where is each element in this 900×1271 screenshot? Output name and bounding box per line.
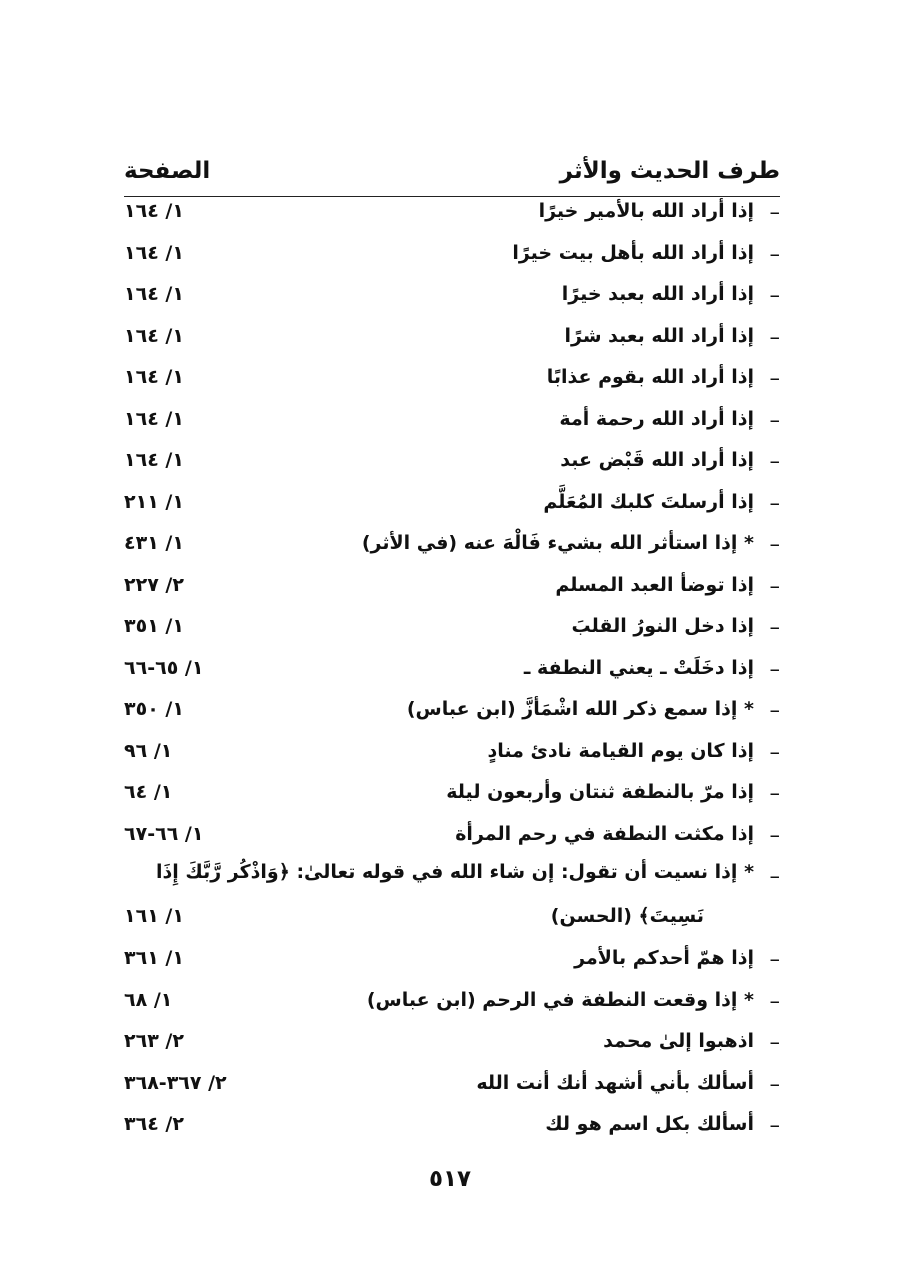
entry-page-ref: ١/ ٣٥١ xyxy=(124,615,184,637)
entry-page-ref: ٢/ ٣٦٧-٣٦٨ xyxy=(124,1071,227,1094)
index-entry xyxy=(124,774,780,816)
entry-text: إذا دخَلَتْ ـ يعني النطفة ـ xyxy=(523,656,754,679)
column-title-hadith: طرف الحديث والأثر xyxy=(559,158,780,184)
index-header xyxy=(124,150,780,197)
index-entry xyxy=(124,1023,780,1065)
entry-page-ref: ١/ ١٦٤ xyxy=(124,200,184,222)
entry-page-ref: ١/ ٦٥-٦٦ xyxy=(124,656,204,679)
index-entry xyxy=(124,608,780,650)
index-entry xyxy=(124,442,780,484)
entry-dash: – xyxy=(769,366,780,390)
entry-text: * إذا نسيت أن تقول: إن شاء الله في قوله تعالىٰ: ﴿وَاذْكُر رَّبَّكَ إِذَا xyxy=(156,861,754,883)
entry-text: إذا أراد الله بعبد شرًا xyxy=(564,324,754,347)
index-entry xyxy=(124,318,780,360)
index-entry xyxy=(124,1106,780,1148)
index-entry xyxy=(124,733,780,775)
entry-page-ref: ٢/ ٢٢٧ xyxy=(124,573,184,596)
entry-dash: – xyxy=(769,241,780,266)
entry-page-ref: ١/ ١٦٤ xyxy=(124,324,184,347)
entry-text: * إذا استأثر الله بشيء فَالْهَ عنه (في الأثر) xyxy=(361,532,754,554)
entry-text: إذا توضأ العبد المسلم xyxy=(555,573,754,596)
entry-text: إذا أرسلتَ كلبك المُعَلَّم xyxy=(543,490,754,513)
index-entry xyxy=(124,857,780,940)
index-entry xyxy=(124,401,780,443)
entry-dash: – xyxy=(769,864,780,888)
index-entry xyxy=(124,484,780,526)
entry-text: * إذا وقعت النطفة في الرحم (ابن عباس) xyxy=(366,988,754,1011)
entry-dash: – xyxy=(769,1071,780,1096)
entry-dash: – xyxy=(769,1030,780,1054)
entry-dash: – xyxy=(769,988,780,1013)
index-entry xyxy=(124,650,780,692)
entry-text: * إذا سمع ذكر الله اشْمَأزَّ (ابن عباس) xyxy=(406,698,754,720)
entry-dash: – xyxy=(769,698,780,722)
entry-page-ref: ١/ ١٦٤ xyxy=(124,407,184,430)
entry-text: إذا أراد الله بعبد خيرًا xyxy=(561,283,754,305)
entry-page-ref: ١/ ٦٦-٦٧ xyxy=(124,822,204,845)
entry-text: إذا همّ أحدكم بالأمر xyxy=(574,947,754,969)
index-entry xyxy=(124,567,780,609)
page-number: ٥١٧ xyxy=(428,1166,472,1192)
entry-text: إذا أراد الله بقوم عذابًا xyxy=(546,366,754,388)
entry-dash: – xyxy=(769,656,780,681)
index-entry xyxy=(124,691,780,733)
entry-dash: – xyxy=(769,283,780,307)
entry-dash: – xyxy=(769,781,780,805)
index-entry xyxy=(124,940,780,982)
entry-text: إذا دخل النورُ القلبَ xyxy=(571,615,754,637)
entry-page-ref: ١/ ٦٤ xyxy=(124,781,173,803)
entry-text: إذا أراد الله رحمة أمة xyxy=(559,407,754,430)
entry-page-ref: ١/ ١٦٤ xyxy=(124,366,184,388)
entry-page-ref: ٢/ ٢٦٣ xyxy=(124,1030,184,1052)
entry-page-ref: ١/ ١٦٤ xyxy=(124,241,184,264)
entry-text-continued: نَسِيتَ﴾ (الحسن) xyxy=(550,905,704,927)
entry-dash: – xyxy=(769,615,780,639)
entry-dash: – xyxy=(769,449,780,473)
entry-page-ref: ١/ ١٦٤ xyxy=(124,283,184,305)
entry-text: إذا مرّ بالنطفة ثنتان وأربعون ليلة xyxy=(446,781,754,803)
entry-text: أسألك بأني أشهد أنك أنت الله xyxy=(476,1071,754,1094)
entry-dash: – xyxy=(769,490,780,515)
index-entry xyxy=(124,235,780,277)
entry-dash: – xyxy=(769,532,780,556)
column-title-page: الصفحة xyxy=(124,158,211,184)
entry-dash: – xyxy=(769,739,780,764)
index-entry xyxy=(124,359,780,401)
entry-dash: – xyxy=(769,573,780,598)
entry-text: إذا كان يوم القيامة نادئ منادٍ xyxy=(487,739,754,762)
index-entry xyxy=(124,276,780,318)
entry-dash: – xyxy=(769,407,780,432)
entry-text: إذا أراد الله بالأمير خيرًا xyxy=(538,200,754,222)
index-entry xyxy=(124,525,780,567)
entry-page-ref: ١/ ٦٨ xyxy=(124,988,173,1011)
entry-page-ref: ١/ ٢١١ xyxy=(124,490,184,513)
index-entry xyxy=(124,816,780,858)
index-entry xyxy=(124,1065,780,1107)
entry-page-ref: ٢/ ٣٦٤ xyxy=(124,1113,184,1135)
index-entry xyxy=(124,982,780,1024)
entry-page-ref: ١/ ٩٦ xyxy=(124,739,173,762)
entry-dash: – xyxy=(769,200,780,224)
index-entries xyxy=(124,193,780,1148)
index-entry xyxy=(124,193,780,235)
entry-text: إذا أراد الله قَبْض عبد xyxy=(560,449,754,471)
entry-dash: – xyxy=(769,324,780,349)
entry-page-ref: ١/ ٣٥٠ xyxy=(124,698,184,720)
entry-page-ref: ١/ ٤٣١ xyxy=(124,532,184,554)
entry-text: إذا أراد الله بأهل بيت خيرًا xyxy=(512,241,754,264)
entry-page-ref: ١/ ٣٦١ xyxy=(124,947,184,969)
entry-dash: – xyxy=(769,822,780,847)
entry-text: إذا مكثت النطفة في رحم المرأة xyxy=(455,822,754,845)
entry-text: أسألك بكل اسم هو لك xyxy=(545,1113,754,1135)
entry-dash: – xyxy=(769,947,780,971)
entry-dash: – xyxy=(769,1113,780,1137)
entry-page-ref: ١/ ١٦٤ xyxy=(124,449,184,471)
entry-page-ref: ١/ ١٦١ xyxy=(124,905,184,927)
entry-text: اذهبوا إلىٰ محمد xyxy=(603,1030,754,1052)
